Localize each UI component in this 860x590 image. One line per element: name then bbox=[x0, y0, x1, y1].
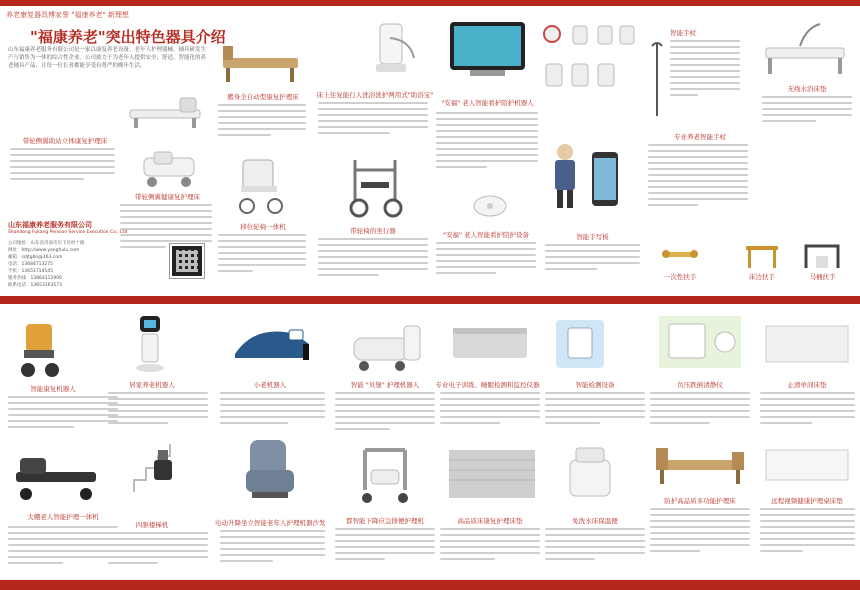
caption-rehab-robot: 智能康复机器人 bbox=[30, 385, 76, 393]
caption-care-machine: 大棚老人智能护理一体机 bbox=[27, 513, 99, 521]
product-photo-warm-bedpan bbox=[560, 440, 620, 506]
body-text-lines bbox=[335, 528, 435, 574]
product-photo-grab-rail bbox=[660, 240, 700, 270]
caption-warm-bedpan: 免洗水床保温便 bbox=[572, 517, 618, 525]
body-text-lines bbox=[218, 104, 306, 146]
caption-stair-climber: 四驱楼梯机 bbox=[135, 521, 169, 529]
caption-detector: 智能检测设备 bbox=[575, 381, 615, 389]
product-photo-care-robot bbox=[348, 318, 428, 374]
caption-disposable-rail: 一次性扶手 bbox=[663, 273, 697, 281]
caption-home-robot: 居家养老机器人 bbox=[129, 381, 175, 389]
qr-code bbox=[170, 244, 204, 278]
caption-smart-cane: 智能手杖 bbox=[670, 29, 696, 37]
caption-multifunction-bed: 防护高品质多功能护理床 bbox=[664, 497, 736, 505]
caption-auto-rehab-bed: 搬身全自动型康复护理床 bbox=[227, 93, 299, 101]
product-photo-tilt-bed bbox=[120, 92, 210, 132]
body-text-lines bbox=[436, 112, 538, 192]
body-text-lines bbox=[650, 508, 750, 568]
product-photo-transfer-chair bbox=[225, 150, 300, 216]
caption-toilet-rail: 马桶扶手 bbox=[809, 273, 836, 281]
body-text-lines bbox=[436, 242, 536, 288]
body-text-lines bbox=[108, 532, 208, 576]
contact-line: 邮箱：sdjtgbn@163.com bbox=[8, 255, 63, 260]
caption-bedside-rail: 床边扶手 bbox=[749, 273, 775, 281]
contact-line: 服务热线：13864112906 bbox=[8, 276, 62, 281]
bottom-red-band bbox=[0, 580, 860, 590]
body-text-lines bbox=[545, 528, 645, 574]
caption-bath-helper: 床上往复能行人洗浴洗护两用式"助浴宝" bbox=[316, 91, 434, 99]
product-photo-sleep-monitor bbox=[445, 316, 535, 366]
caption-lift-sofa: 电动升降坐立智能老年人护理机器沙发 bbox=[215, 519, 325, 527]
product-photo-rehab-chair bbox=[124, 148, 214, 190]
contact-line: 联系电话：13653163573 bbox=[8, 283, 62, 288]
product-photo-walker-wheelchair bbox=[335, 150, 415, 220]
body-text-lines bbox=[8, 526, 118, 572]
caption-companion-robot: "安福" 老人智能看护陪护机器人 bbox=[441, 99, 534, 107]
product-photo-smartphone bbox=[590, 150, 620, 208]
caption-bed-pad: 高品质床康复护理床垫 bbox=[457, 517, 523, 525]
caption-water-mattress: 无线水浴床垫 bbox=[787, 85, 827, 93]
caption-standing-rehab-bed: 带轮侧翼助站立体康复护理床 bbox=[22, 137, 108, 145]
body-text-lines bbox=[762, 96, 852, 136]
caption-toilet-care: 都智能下降应急排便护理机 bbox=[346, 517, 424, 525]
caption-walker-chair: 带轮椅的坐行器 bbox=[350, 227, 396, 235]
product-photo-bed-pad bbox=[445, 440, 540, 506]
caption-pro-cane: 专业养老智能手杖 bbox=[674, 133, 726, 141]
company-name: 山东福康养老服务有限公司 bbox=[8, 221, 92, 229]
caption-rehab-nursing-bed: 带轮侧翼健康复护理床 bbox=[135, 193, 200, 201]
body-text-lines bbox=[648, 144, 748, 234]
company-name-en: Shandong Fukang Pension Service Execution Co., Ltd bbox=[8, 230, 128, 235]
product-photo-alarm-buttons bbox=[538, 22, 638, 102]
product-photo-lift-sofa bbox=[240, 430, 300, 510]
body-text-lines bbox=[545, 392, 645, 438]
product-photo-auto-bed bbox=[218, 34, 303, 86]
product-photo-toilet-care bbox=[345, 430, 425, 510]
product-photo-bath-device bbox=[360, 18, 420, 78]
brand-slogan: 养老康复器具博家誉 "福康养老" 新理想 bbox=[6, 11, 129, 19]
body-text-lines bbox=[545, 244, 640, 284]
product-photo-tablet-robot bbox=[440, 18, 535, 80]
body-text-lines bbox=[318, 102, 428, 144]
product-photo-mini-robot bbox=[225, 314, 320, 370]
body-text-lines bbox=[318, 238, 428, 288]
product-photo-anti-slip-mat bbox=[762, 316, 852, 372]
product-photo-care-machine bbox=[10, 452, 105, 504]
product-photo-video-mat bbox=[762, 440, 852, 490]
caption-care-robot: 智能 "贝堡" 护理机器人 bbox=[350, 381, 420, 389]
page-title: "福康养老"突出特色器具介绍 bbox=[30, 28, 226, 46]
body-text-lines bbox=[650, 392, 750, 436]
caption-mini-robot: 小老机器人 bbox=[253, 381, 287, 389]
contact-line: 公司地址：山东省济南市历下区经十路 bbox=[8, 241, 85, 246]
product-photo-water-mattress bbox=[760, 18, 850, 80]
product-photo-stair-climber bbox=[130, 440, 190, 496]
product-photo-round-device bbox=[470, 190, 510, 220]
company-intro: 山东福康养老服务有限公司是一家以康复养老设备、老年人护理器械、辅具研发生产与销售为一体的综合性企业。公司致力于为老年人提供安全、舒适、智能化的养老辅具产品，让每一位长者都能享受有尊严的晚年生活。 bbox=[8, 47, 207, 69]
product-photo-bed-rail bbox=[742, 238, 782, 270]
product-photo-multifunction-bed bbox=[650, 440, 750, 490]
caption-fall-alarm: 负压跌倒清静仪 bbox=[677, 381, 723, 389]
body-text-lines bbox=[440, 392, 540, 438]
caption-anti-slip-mat: 止滑单间床垫 bbox=[787, 381, 827, 389]
product-photo-elderly-man bbox=[545, 140, 585, 210]
product-photo-home-robot bbox=[130, 312, 170, 374]
product-photo-detector bbox=[548, 314, 613, 374]
top-red-band bbox=[0, 0, 860, 6]
body-text-lines bbox=[8, 396, 118, 436]
body-text-lines bbox=[108, 392, 208, 436]
caption-sleep-monitor: 专业电子训练、睡眠检测和监控仪器 bbox=[435, 381, 540, 389]
caption-video-mat: 远程视频健康护理桌床垫 bbox=[771, 497, 843, 505]
body-text-lines bbox=[10, 148, 115, 188]
product-photo-fall-alarm bbox=[655, 312, 745, 372]
body-text-lines bbox=[760, 392, 855, 436]
contact-line: 电话：13684713275 bbox=[8, 262, 53, 267]
caption-companion-device: "安福" 老人智能看护陪护设备 bbox=[442, 231, 530, 239]
body-text-lines bbox=[220, 530, 325, 574]
body-text-lines bbox=[440, 528, 540, 574]
caption-smart-tablet: 智能手写板 bbox=[576, 233, 609, 241]
body-text-lines bbox=[218, 234, 306, 286]
product-photo-cane bbox=[648, 40, 666, 120]
contact-line: 手机：13651714545 bbox=[8, 269, 53, 274]
contact-line: 网址：http://www.yanghulu.com bbox=[8, 248, 80, 253]
body-text-lines bbox=[670, 40, 740, 120]
middle-red-band bbox=[0, 296, 860, 304]
product-photo-rehab-robot bbox=[10, 318, 75, 380]
caption-transfer-wheelchair: 移位轮椅一体机 bbox=[240, 223, 286, 231]
contact-info bbox=[8, 240, 118, 289]
product-photo-toilet-rail bbox=[800, 238, 845, 270]
body-text-lines bbox=[760, 508, 855, 568]
